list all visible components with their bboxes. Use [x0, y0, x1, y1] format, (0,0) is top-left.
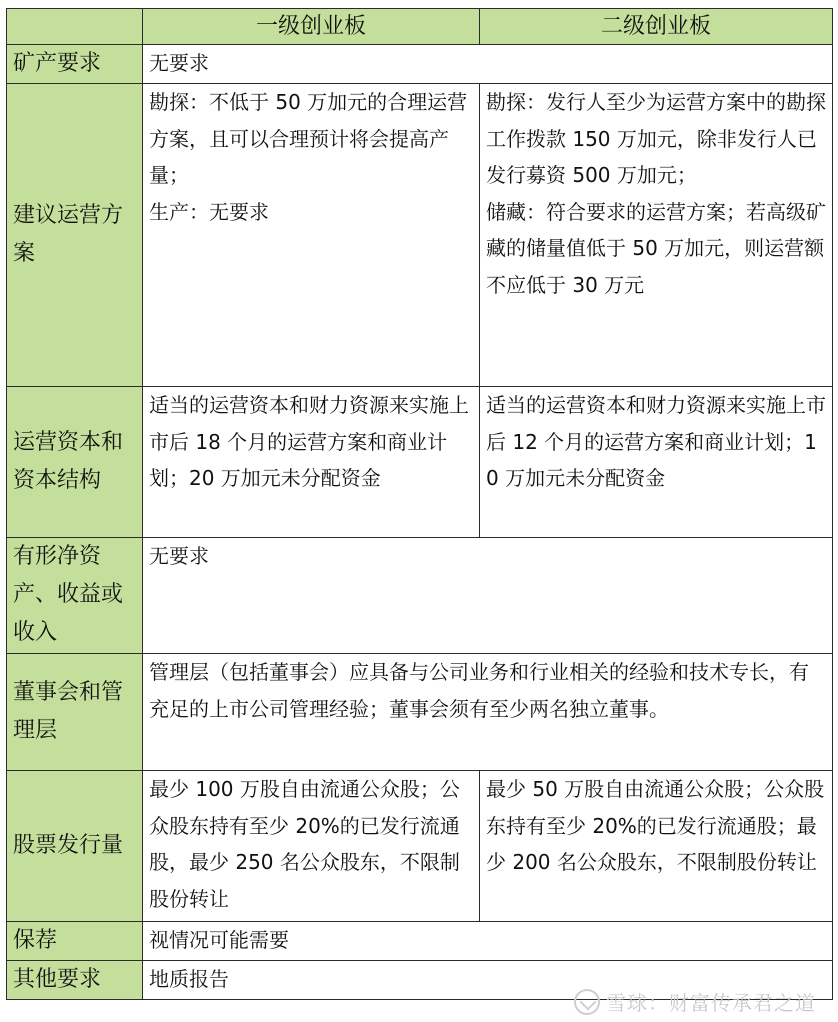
- tier1-cell: [143, 771, 480, 922]
- cell-paragraph: 适当的运营资本和财力资源来实施上市后 18 个月的运营方案和商业计划；20 万加元未分配资金: [149, 393, 469, 490]
- row-label: 有形净资产、收益或收入: [7, 538, 143, 654]
- comparison-table: [6, 8, 833, 1000]
- cell-paragraph: 勘探：不低于 50 万加元的合理运营方案，且可以合理预计将会提高产量；: [149, 90, 468, 187]
- watermark-text: 雪球：财富传承君之道: [606, 991, 816, 1015]
- xueqiu-logo-icon: [574, 989, 600, 1015]
- row-label: 保荐: [7, 922, 143, 961]
- cell-paragraph: 勘探：发行人至少为运营方案中的勘探工作拨款 150 万加元，除非发行人已发行募资 500 万加元；: [486, 90, 826, 187]
- header-tier1: 一级创业板: [143, 9, 480, 45]
- table-row-board: [7, 654, 833, 771]
- header-row: [7, 9, 833, 45]
- merged-cell: 无要求: [143, 45, 833, 84]
- merged-cell: 无要求: [143, 538, 833, 654]
- row-label: 运营资本和资本结构: [7, 387, 143, 538]
- table-row-working-capital: [7, 387, 833, 538]
- table-row-share-issuance: [7, 771, 833, 922]
- cell-paragraph: 储藏：符合要求的运营方案；若高级矿藏的储量值低于 50 万加元，则运营额不应低于 30 万元: [486, 199, 826, 297]
- cell-paragraph: 最少 50 万股自由流通公众股；公众股东持有至少 20%的已发行流通股；最少 200 名公众股东，不限制股份转让: [486, 777, 825, 874]
- table-row-sponsorship: [7, 922, 833, 961]
- table-row-operating-plan: [7, 84, 833, 387]
- row-label: 建议运营方案: [7, 84, 143, 387]
- tier2-cell: [480, 387, 833, 538]
- header-tier2: 二级创业板: [480, 9, 833, 45]
- tier2-cell: [480, 84, 833, 387]
- tier1-cell: [143, 387, 480, 538]
- header-corner: [7, 9, 143, 45]
- row-label: 其他要求: [7, 961, 143, 1000]
- tier1-cell: [143, 84, 480, 387]
- table-row-tangible-assets: [7, 538, 833, 654]
- merged-cell: 地质报告: [143, 961, 833, 1000]
- cell-paragraph: 最少 100 万股自由流通公众股；公众股东持有至少 20%的已发行流通股，最少 250 名公众股东，不限制股份转让: [149, 777, 460, 911]
- row-label: 股票发行量: [7, 771, 143, 922]
- row-label: 董事会和管理层: [7, 654, 143, 771]
- table-row-mineral: [7, 45, 833, 84]
- merged-cell: 视情况可能需要: [143, 922, 833, 961]
- watermark: [574, 987, 816, 1016]
- tier2-cell: [480, 771, 833, 922]
- cell-paragraph: 适当的运营资本和财力资源来实施上市后 12 个月的运营方案和商业计划；10 万加元未分配资金: [486, 393, 826, 490]
- merged-cell: 管理层（包括董事会）应具备与公司业务和行业相关的经验和技术专长，有充足的上市公司管理经验；董事会须有至少两名独立董事。: [143, 654, 833, 771]
- cell-paragraph: 生产：无要求: [149, 199, 269, 224]
- row-label: 矿产要求: [7, 45, 143, 84]
